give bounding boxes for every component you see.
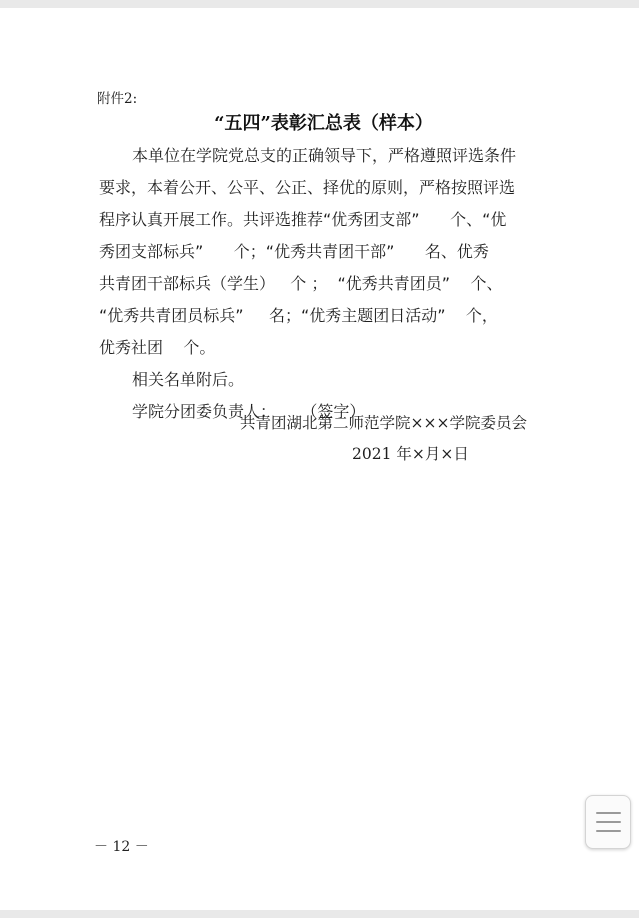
signature-line: 学院分团委负责人： （签字） <box>132 402 366 421</box>
body-line: 秀团支部标兵” 个；“优秀共青团干部” 名、优秀 <box>99 242 489 261</box>
floating-menu-button[interactable] <box>585 795 631 849</box>
signer-date: 2021 年×月×日 <box>352 445 469 463</box>
attachment-note: 相关名单附后。 <box>132 370 245 389</box>
body-line: 本单位在学院党总支的正确领导下，严格遵照评选条件 <box>132 146 517 165</box>
body-line: 共青团干部标兵（学生） 个 ； “优秀共青团员” 个、 <box>99 274 503 293</box>
body-line: 要求，本着公开、公平、公正、择优的原则，严格按照评选 <box>99 178 516 197</box>
document-title: “五四”表彰汇总表（样本） <box>214 113 433 134</box>
signer-organization: 共青团湖北第二师范学院×××学院委员会 <box>240 414 527 432</box>
body-line: “优秀共青团员标兵” 名；“优秀主题团日活动” 个， <box>99 306 498 325</box>
attachment-label: 附件2: <box>97 91 138 107</box>
body-line: 程序认真开展工作。共评选推荐“优秀团支部” 个、“优 <box>99 210 507 229</box>
page-number: － 12 － <box>94 839 149 855</box>
body-line: 优秀社团 个。 <box>99 338 216 357</box>
document-page <box>0 8 639 910</box>
